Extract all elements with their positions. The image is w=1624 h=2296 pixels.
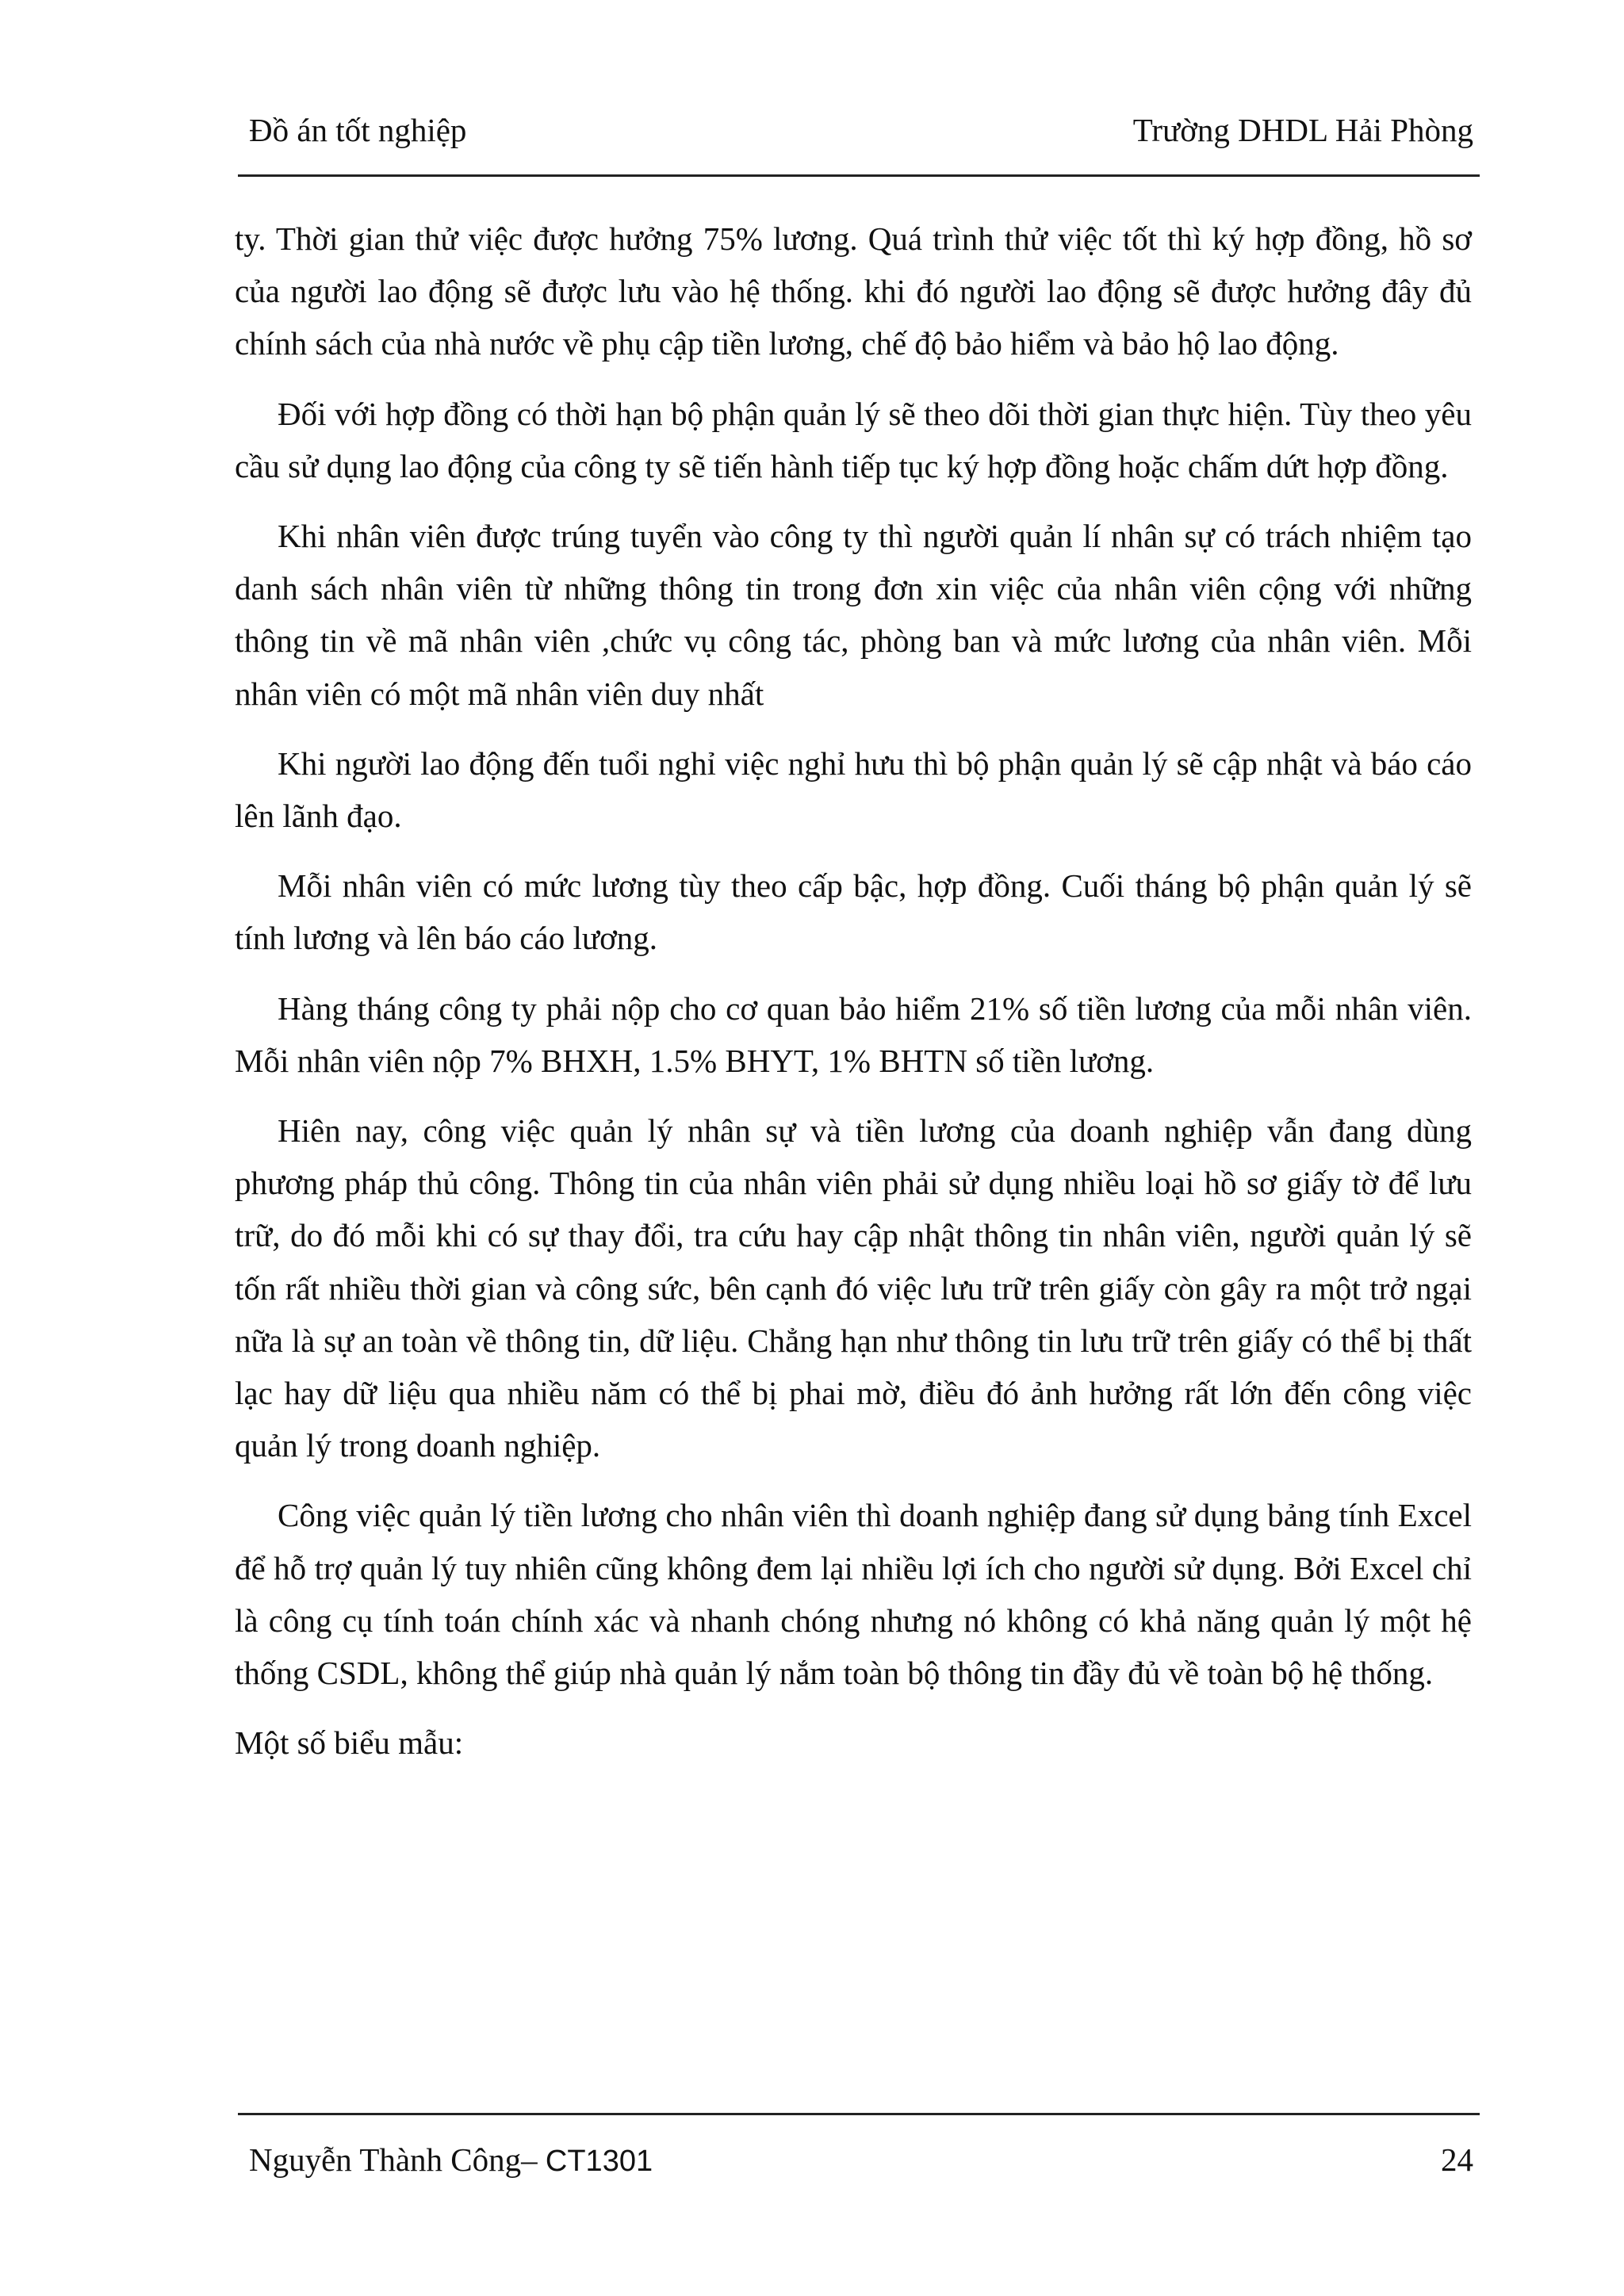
paragraph-fixed-term-contract: Đối với hợp đồng có thời hạn bộ phận quản lý sẽ theo dõi thời gian thực hiện. Tùy theo yêu cầu sử dụng lao động của công ty sẽ tiến hành tiếp tục ký hợp đồng hoặc chấm dứt hợp đồng. [235,395,1472,484]
header-university: Trường DHDL Hải Phòng [1132,112,1473,148]
page-footer [247,2136,1473,2183]
paragraph-probation: ty. Thời gian thử việc được hưởng 75% lương. Quá trình thử việc tốt thì ký hợp đồng, hồ sơ của người lao động sẽ được lưu vào hệ thống. khi đó người lao động sẽ được hưởng đây đủ chính sách của nhà nước về phụ cập tiền lương, chế độ bảo hiểm và bảo hộ lao động. [235,220,1472,362]
author-name: Nguyễn Thành Công– [249,2141,546,2178]
footer-author [249,2136,653,2185]
class-code: CT1301 [545,2145,653,2178]
paragraph-employee-list: Khi nhân viên được trúng tuyển vào công ty thì người quản lí nhân sự có trách nhiệm tạo danh sách nhân viên từ những thông tin trong đơn xin việc của nhân viên cộng với những thông tin về mã nhân viên ,chức vụ công tác, phòng ban và mức lương của nhân viên. Mỗi nhân viên có một mã nhân viên duy nhất [235,518,1472,712]
paragraph-insurance: Hàng tháng công ty phải nộp cho cơ quan bảo hiểm 21% số tiền lương của mỗi nhân viên. Mỗi nhân viên nộp 7% BHXH, 1.5% BHYT, 1% BHTN số tiền lương. [235,989,1472,1079]
page-header [247,106,1473,154]
header-document-type: Đồ án tốt nghiệp [249,112,467,148]
header-divider [238,174,1480,177]
page-number: 24 [1441,2141,1473,2178]
paragraph-retirement: Khi người lao động đến tuổi nghỉ việc nghỉ hưu thì bộ phận quản lý sẽ cập nhật và báo cáo lên lãnh đạo. [235,744,1472,835]
footer-divider [238,2113,1480,2115]
paragraph-salary-level: Mỗi nhân viên có mức lương tùy theo cấp bậc, hợp đồng. Cuối tháng bộ phận quản lý sẽ tính lương và lên báo cáo lương. [235,867,1472,957]
paragraph-excel-usage: Công việc quản lý tiền lương cho nhân viên thì doanh nghiệp đang sử dụng bảng tính Excel để hỗ trợ quản lý tuy nhiên cũng không đem lại nhiều lợi ích cho người sử dụng. Bởi Excel chỉ là công cụ tính toán chính xác và nhanh chóng nhưng nó không có khả năng quản lý một hệ thống CSDL, không thể giúp nhà quản lý nắm toàn bộ thông tin đầy đủ về toàn bộ hệ thống. [235,1497,1472,1692]
page-body [235,212,1472,1769]
paragraph-forms-intro: Một số biểu mẫu: [235,1724,464,1762]
paragraph-manual-process: Hiên nay, công việc quản lý nhân sự và tiền lương của doanh nghiệp vẫn đang dùng phương pháp thủ công. Thông tin của nhân viên phải sử dụng nhiều loại hồ sơ giấy tờ để lưu trữ, do đó mỗi khi có sự thay đổi, tra cứu hay cập nhật thông tin nhân viên, người quản lý sẽ tốn rất nhiều thời gian và công sức, bên cạnh đó việc lưu trữ trên giấy còn gây ra một trở ngại nữa là sự an toàn về thông tin, dữ liệu. Chẳng hạn như thông tin lưu trữ trên giấy có thể bị thất lạc hay dữ liệu qua nhiều năm có thể bị phai mờ, điều đó ảnh hưởng rất lớn đến công việc quản lý trong doanh nghiệp. [235,1112,1472,1464]
